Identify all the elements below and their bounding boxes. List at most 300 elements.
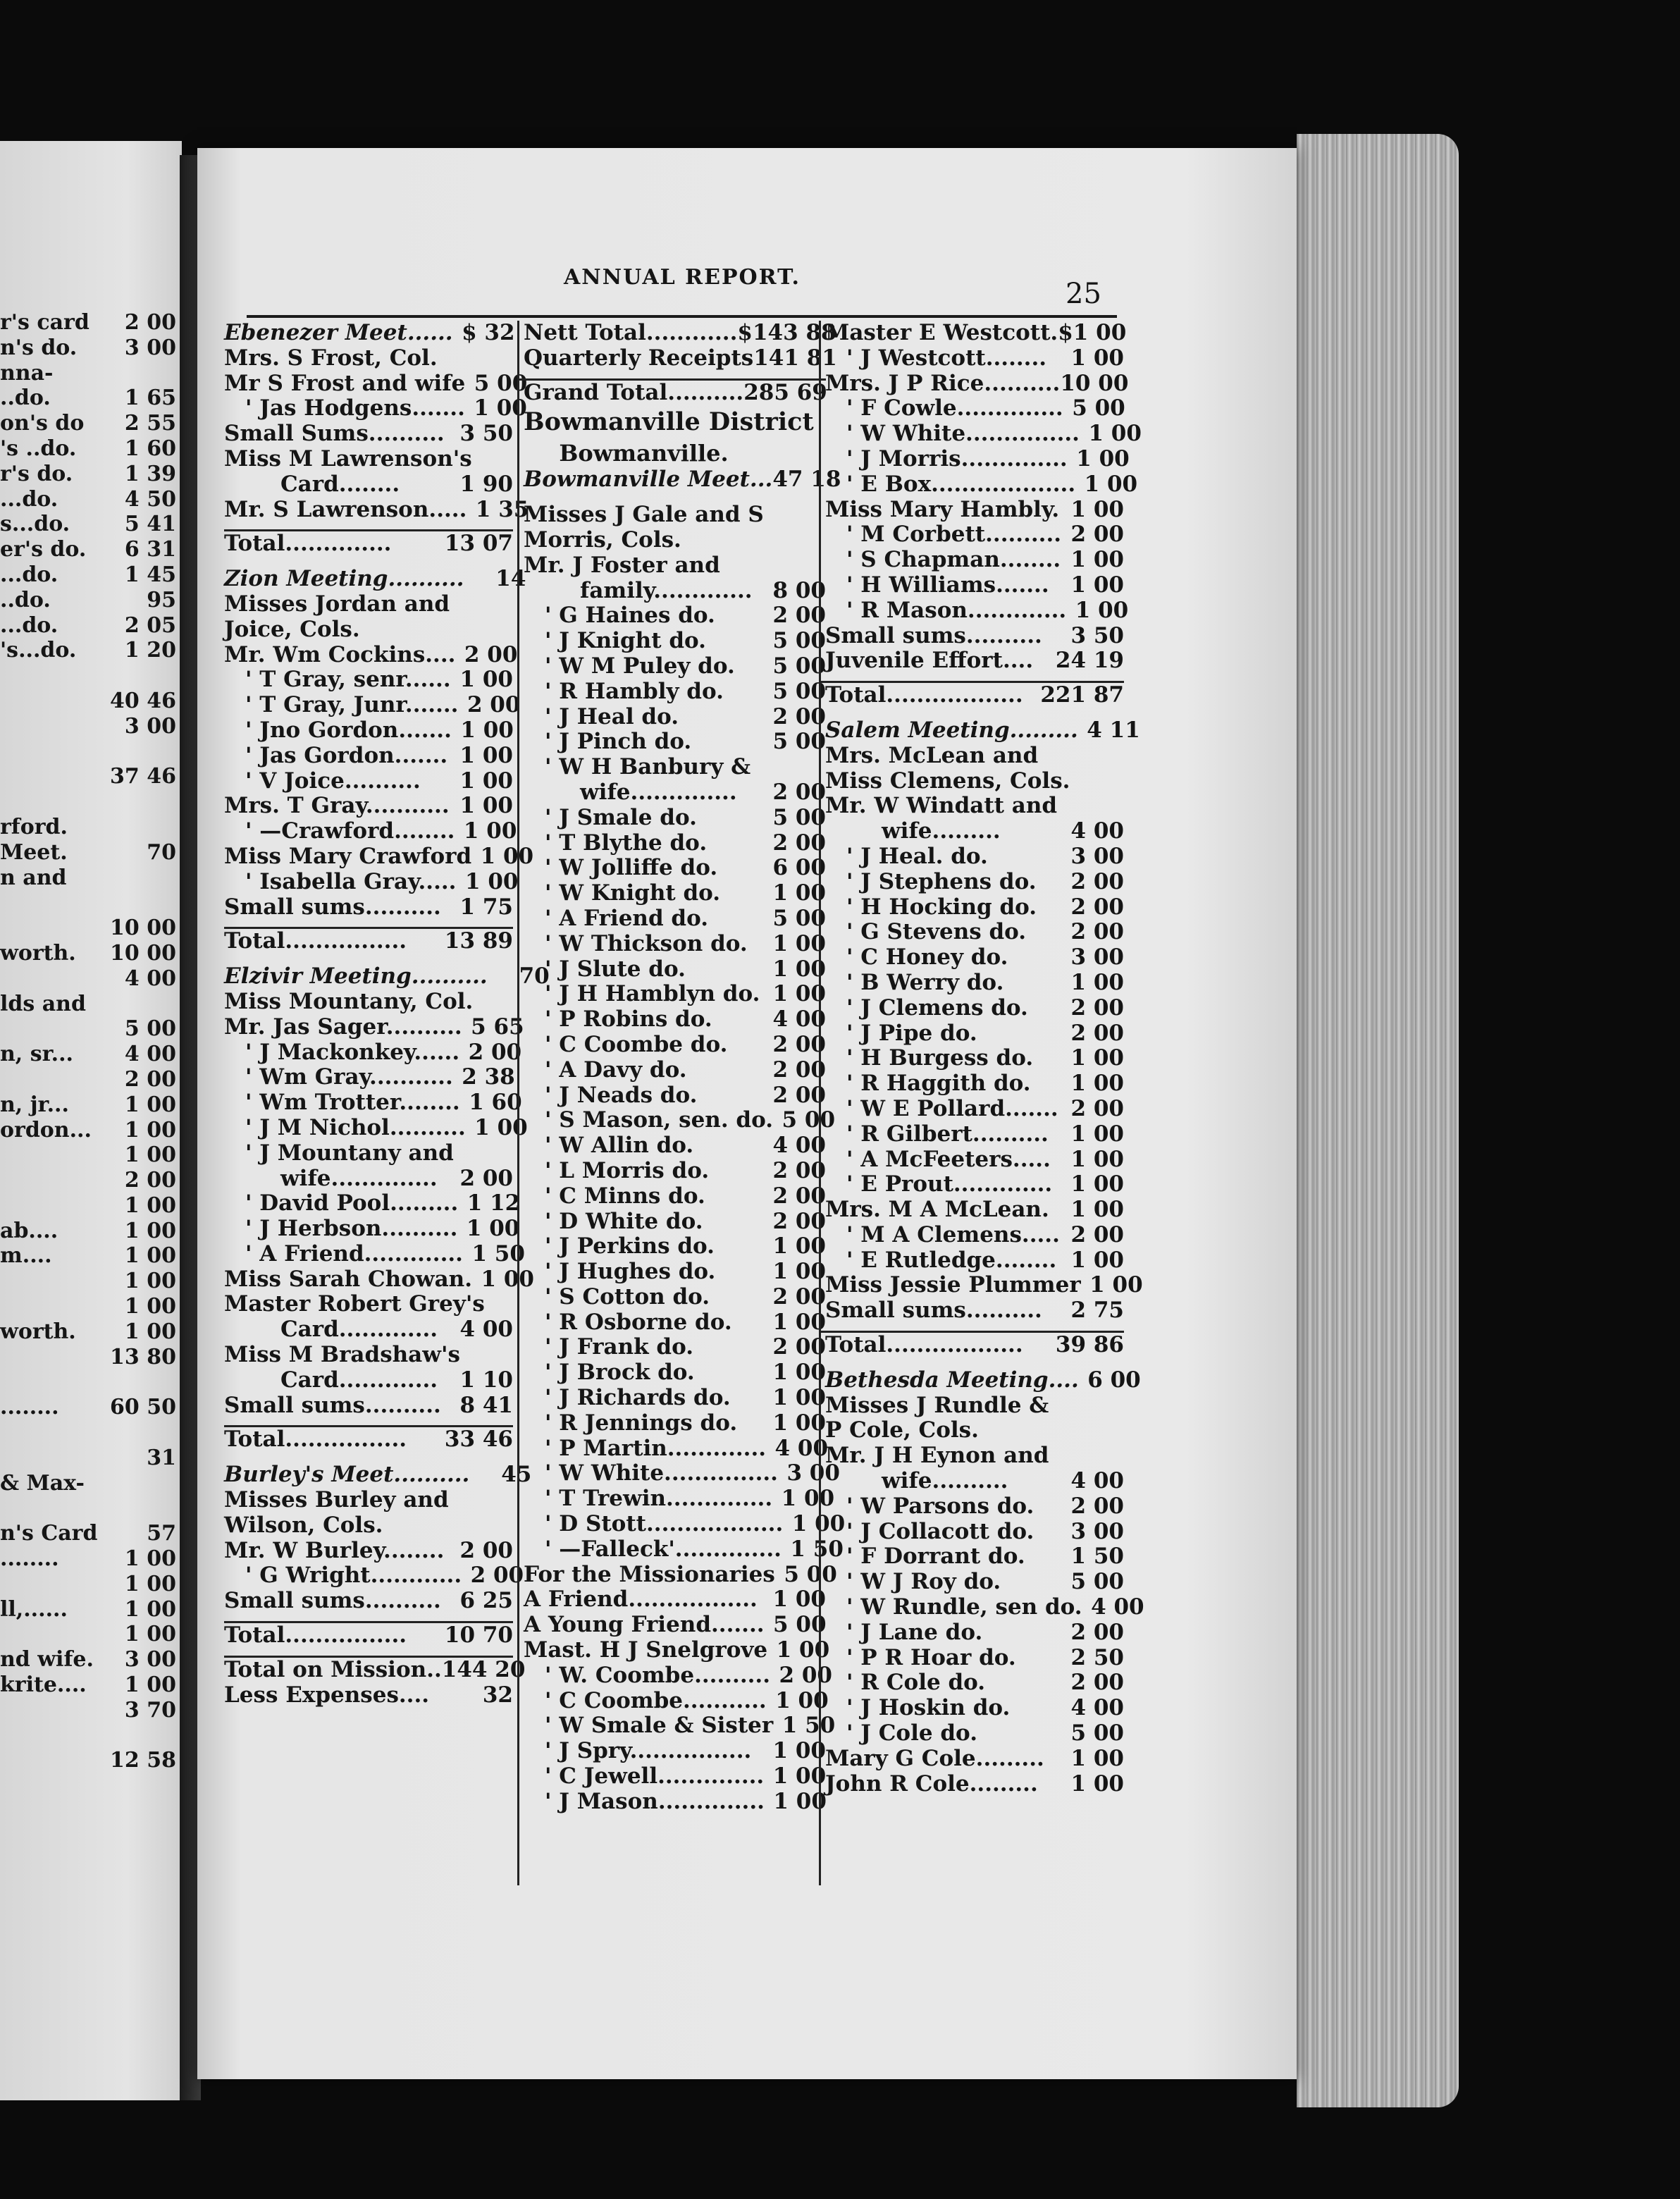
ledger-entry	[821, 522, 1124, 548]
entry-label: Miss Mountany, Col.	[224, 988, 474, 1014]
entry-label: & Max-	[0, 1470, 85, 1496]
entry-label: ' Jas Hodgens.......	[245, 395, 465, 421]
entry-label: ' Wm Trotter........	[245, 1090, 460, 1116]
ledger-entry	[519, 1133, 826, 1159]
ledger-entry	[821, 681, 1124, 708]
ledger-entry	[0, 1118, 176, 1143]
entry-amount: 2 05	[124, 612, 176, 638]
entry-amount: 1 00	[772, 930, 826, 956]
entry-amount	[132, 890, 176, 916]
ledger-entry	[519, 755, 826, 780]
ledger-entry	[519, 528, 826, 553]
ledger-entry	[519, 553, 826, 579]
ledger-entry	[224, 641, 518, 668]
ledger-entry	[519, 579, 826, 604]
left-page-column	[0, 310, 176, 1773]
entry-amount: 70	[519, 963, 550, 990]
ledger-entry	[519, 1662, 833, 1689]
ledger-entry	[821, 1248, 1124, 1274]
entry-amount: 10 70	[444, 1622, 513, 1649]
entry-amount	[132, 1723, 176, 1749]
ledger-entry	[519, 1713, 836, 1739]
ledger-entry	[821, 1197, 1124, 1223]
entry-amount: 2 00	[1070, 894, 1124, 920]
page-number: 25	[1066, 278, 1101, 310]
ledger-entry	[224, 1656, 526, 1683]
ledger-entry	[519, 881, 826, 906]
entry-amount: 3 50	[1070, 622, 1124, 648]
ledger-entry	[0, 1496, 176, 1521]
entry-label: Mrs. S Frost, Col.	[224, 345, 438, 371]
entry-label: ' J Cole do.	[846, 1720, 977, 1747]
entry-amount: 2 38	[462, 1064, 515, 1090]
entry-amount	[132, 866, 176, 891]
ledger-entry	[519, 1486, 835, 1512]
entry-amount: 47 18	[772, 467, 841, 493]
entry-amount: 3 00	[1070, 944, 1124, 971]
ledger-entry	[0, 866, 176, 891]
entry-amount: 13 89	[444, 928, 513, 954]
ledger-entry	[224, 1563, 524, 1589]
ledger-entry	[0, 1016, 176, 1042]
entry-amount: 2 00	[772, 1082, 826, 1108]
entry-label: ' W Rundle, sen do.	[846, 1594, 1082, 1620]
entry-amount: 5 00	[1070, 1569, 1124, 1595]
ledger-entry	[821, 1331, 1124, 1358]
ledger-entry	[519, 405, 826, 439]
entry-label: Total................	[224, 928, 407, 954]
entry-amount: 14	[495, 566, 526, 592]
ledger-entry	[0, 310, 176, 335]
ledger-entry	[821, 1367, 1141, 1393]
entry-amount: 4 00	[1070, 818, 1124, 844]
ledger-entry	[0, 815, 176, 840]
ledger-entry	[821, 769, 1124, 794]
entry-label: Misses Jordan and	[224, 591, 450, 617]
ledger-entry	[519, 1285, 826, 1310]
entry-amount: 144 20	[441, 1656, 526, 1682]
entry-label: ' —Falleck'..............	[545, 1536, 782, 1562]
entry-label: Grand Total..........	[524, 379, 744, 405]
entry-amount: 5 00	[772, 804, 826, 830]
entry-amount: 5 00	[1070, 1720, 1124, 1747]
entry-label: ' E Prout.............	[846, 1171, 1053, 1197]
entry-amount: 6 25	[459, 1588, 513, 1614]
entry-amount: 1 00	[459, 742, 513, 768]
entry-label: ' D White do.	[545, 1208, 703, 1234]
ledger-entry	[0, 890, 176, 916]
ledger-entry	[519, 729, 826, 755]
entry-amount: 5 00	[772, 729, 826, 755]
ledger-entry	[0, 588, 176, 613]
entry-amount: 1 00	[124, 1319, 176, 1344]
ledger-entry	[224, 895, 513, 920]
entry-amount: 1 00	[481, 1266, 535, 1292]
entry-amount: 1 00	[460, 717, 514, 743]
ledger-entry	[519, 1435, 829, 1462]
entry-label: Miss Clemens, Cols.	[825, 768, 1070, 794]
entry-amount: 2 00	[470, 1563, 524, 1589]
entry-label: ' A Friend.............	[245, 1240, 463, 1267]
ledger-entry	[0, 1446, 176, 1471]
ledger-entry	[224, 718, 513, 744]
entry-amount: 1 00	[459, 768, 513, 794]
ledger-entry	[821, 996, 1124, 1021]
entry-amount: 2 00	[124, 1066, 176, 1092]
entry-amount: 2 00	[772, 1183, 826, 1209]
entry-amount: 1 00	[772, 1259, 826, 1285]
ledger-entry	[821, 1172, 1124, 1197]
entry-amount: 4 00	[124, 966, 176, 991]
entry-label: Salem Meeting.........	[825, 717, 1078, 743]
entry-label: ...do.	[0, 562, 58, 587]
entry-amount: 1 00	[772, 1410, 826, 1436]
entry-amount: 1 00	[772, 1385, 826, 1411]
entry-amount: 4 50	[124, 486, 176, 512]
entry-label: n, jr...	[0, 1092, 69, 1117]
ledger-entry	[821, 1223, 1124, 1248]
entry-label: Small sums..........	[224, 1392, 441, 1418]
entry-label: ' C Minns do.	[545, 1183, 705, 1209]
entry-amount: 1 00	[773, 1788, 827, 1814]
ledger-entry	[821, 717, 1140, 744]
entry-amount: 1 00	[772, 956, 826, 982]
ledger-entry	[519, 654, 826, 679]
entry-amount: 1 00	[124, 1092, 176, 1117]
ledger-entry	[0, 689, 176, 714]
entry-label: ' J Herbson..........	[245, 1216, 458, 1242]
entry-amount: 1 45	[124, 562, 176, 587]
entry-label: Misses J Rundle &	[825, 1392, 1049, 1418]
entry-label: ' W Allin do.	[545, 1133, 694, 1159]
ledger-entry	[519, 1335, 826, 1360]
ledger-entry	[224, 692, 521, 718]
entry-label: Wilson, Cols.	[224, 1512, 383, 1538]
entry-amount: 1 00	[474, 395, 527, 421]
entry-label: ' Jas Gordon.......	[245, 742, 448, 768]
entry-label: rford.	[0, 814, 68, 839]
entry-label: ' M A Clemens.....	[846, 1221, 1060, 1248]
entry-label: ' J H Hamblyn do.	[545, 981, 760, 1007]
entry-amount: 2 00	[459, 1165, 513, 1191]
column-2	[517, 320, 846, 1885]
ledger-entry	[0, 1622, 176, 1647]
ledger-entry	[519, 1083, 826, 1109]
entry-amount: 10 00	[110, 916, 176, 941]
entry-amount: 1 00	[1088, 421, 1142, 447]
entry-label: Small Sums..........	[224, 421, 445, 447]
entry-amount: 1 00	[772, 880, 826, 906]
ledger-entry	[224, 1166, 513, 1192]
entry-label: Mrs. McLean and	[825, 742, 1039, 768]
entry-amount: 4 00	[459, 1317, 513, 1343]
entry-amount: 1 00	[772, 1233, 826, 1259]
entry-label: ' R Cole do.	[846, 1670, 986, 1696]
entry-label: ' W White...............	[846, 421, 1080, 447]
ledger-entry	[224, 667, 513, 693]
entry-amount: 31	[147, 1445, 176, 1470]
entry-amount: 1 50	[782, 1713, 836, 1739]
ledger-entry	[0, 916, 176, 941]
entry-amount: 4 11	[1087, 717, 1140, 743]
entry-label: ' J Slute do.	[545, 956, 686, 982]
ledger-entry	[0, 1067, 176, 1092]
ledger-entry	[519, 856, 826, 881]
entry-amount: 60 50	[110, 1395, 176, 1420]
entry-amount: 2 00	[467, 692, 521, 718]
header-rule	[247, 315, 1117, 318]
ledger-entry	[224, 529, 513, 557]
entry-amount: 2 00	[1070, 1221, 1124, 1248]
entry-amount: 2 00	[772, 603, 826, 629]
entry-amount: 5 00	[772, 678, 826, 704]
entry-amount: 5 00	[772, 653, 826, 679]
ledger-entry	[224, 1539, 513, 1564]
entry-amount: 70	[147, 839, 176, 865]
ledger-entry	[224, 1368, 513, 1393]
entry-label: Miss Mary Crawford	[224, 843, 472, 869]
ledger-entry	[0, 1345, 176, 1370]
entry-amount: 2 00	[772, 1208, 826, 1234]
entry-amount: 4 00	[124, 1042, 176, 1067]
entry-amount: 8 41	[459, 1392, 513, 1418]
ledger-entry	[821, 1443, 1124, 1469]
entry-label: ' A McFeeters.....	[846, 1146, 1051, 1172]
entry-amount: 1 00	[124, 1673, 176, 1698]
entry-label: Bethesda Meeting....	[825, 1367, 1079, 1393]
ledger-entry	[821, 1646, 1124, 1671]
entry-amount: 1 00	[772, 1360, 826, 1386]
ledger-entry	[821, 597, 1129, 624]
ledger-entry	[0, 1420, 176, 1446]
ledger-entry	[0, 411, 176, 436]
entry-label: ' P R Hoar do.	[846, 1644, 1016, 1670]
ledger-entry	[519, 1007, 826, 1033]
entry-amount: 1 00	[1070, 1197, 1124, 1223]
entry-amount: 1 00	[775, 1687, 829, 1713]
entry-label: ' J Frank do.	[545, 1334, 694, 1360]
entry-amount: 10 00	[1060, 370, 1129, 396]
ledger-entry	[821, 548, 1124, 573]
entry-amount: 1 00	[1070, 1071, 1124, 1097]
entry-label: ' J Mountany and	[245, 1140, 454, 1166]
entry-amount: 39 86	[1055, 1332, 1124, 1358]
entry-amount: 5 00	[772, 905, 826, 931]
ledger-entry	[821, 895, 1124, 920]
entry-amount: 1 65	[124, 386, 176, 411]
entry-label: ' Wm Gray...........	[245, 1064, 453, 1090]
entry-amount: 1 00	[459, 667, 513, 693]
entry-label: ' H Burgess do.	[846, 1045, 1034, 1071]
ledger-entry	[224, 346, 513, 371]
entry-label: Small sums..........	[224, 894, 441, 920]
entry-label: ' W Thickson do.	[545, 930, 748, 956]
entry-label: A Young Friend.......	[524, 1612, 765, 1638]
entry-label: ' F Dorrant do.	[846, 1544, 1025, 1570]
entry-label: Card........	[280, 471, 400, 497]
entry-amount: 2 00	[772, 1334, 826, 1360]
entry-label: ' J Stephens do.	[846, 868, 1037, 894]
entry-label: ' G Wright............	[245, 1563, 462, 1589]
entry-label: ' J Mackonkey......	[245, 1039, 460, 1065]
ledger-entry	[519, 1058, 826, 1083]
entry-label: ........	[0, 1395, 59, 1420]
entry-label: ' J Collacott do.	[846, 1518, 1034, 1544]
entry-label: Card.............	[280, 1317, 438, 1343]
entry-amount: 40 46	[110, 688, 176, 713]
entry-amount: 5 00	[1072, 395, 1125, 421]
entry-amount: 1 00	[124, 1193, 176, 1218]
ledger-entry	[0, 1698, 176, 1723]
ledger-entry	[519, 1511, 846, 1537]
entry-label: ' T Blythe do.	[545, 830, 708, 856]
entry-amount: 1 00	[124, 1142, 176, 1168]
entry-label: 's...do.	[0, 638, 77, 663]
entry-label: wife..........	[882, 1468, 1008, 1494]
entry-label: lds and	[0, 991, 86, 1016]
entry-label: ...do.	[0, 486, 58, 512]
entry-label: ' W E Pollard.......	[846, 1095, 1058, 1121]
ledger-entry	[821, 1298, 1124, 1324]
entry-label: ' A Friend do.	[545, 905, 709, 931]
ledger-entry	[224, 1266, 535, 1293]
ledger-entry	[0, 789, 176, 815]
ledger-entry	[224, 868, 519, 895]
entry-amount: 1 00	[1070, 969, 1124, 995]
ledger-entry	[519, 1209, 826, 1235]
entry-label: Elzivir Meeting..........	[224, 963, 488, 990]
entry-amount: 141 81	[753, 345, 837, 371]
entry-label: Mr. J Foster and	[524, 552, 720, 578]
ledger-entry	[821, 1721, 1124, 1747]
entry-label: Misses J Gale and S	[524, 502, 764, 528]
entry-amount: 10 00	[110, 940, 176, 966]
entry-label: nd wife.	[0, 1647, 94, 1673]
entry-amount: 1 00	[1070, 1745, 1124, 1771]
entry-label: wife.........	[882, 818, 1001, 844]
entry-label: ' W White...............	[545, 1460, 778, 1486]
ledger-entry	[821, 1520, 1124, 1545]
column-3	[819, 320, 1144, 1885]
entry-amount: 2 00	[1070, 919, 1124, 945]
entry-amount: 285 69	[743, 379, 827, 405]
ledger-entry	[0, 1092, 176, 1118]
entry-amount: 4 00	[772, 1006, 826, 1033]
entry-label: ' J Heal. do.	[846, 843, 988, 869]
ledger-entry	[0, 613, 176, 639]
ledger-entry	[519, 1107, 836, 1133]
column-1	[224, 320, 550, 1885]
entry-label: ' W Smale & Sister	[545, 1713, 774, 1739]
ledger-entry	[821, 1570, 1124, 1595]
entry-amount: 5 00	[124, 1016, 176, 1042]
entry-label: Mr. Wm Cockins....	[224, 641, 456, 667]
entry-amount: 1 00	[1089, 1272, 1143, 1298]
entry-label: ' B Werry do.	[846, 969, 1004, 995]
entry-label: Miss Mary Hambly.	[825, 496, 1060, 522]
entry-label: Nett Total............	[524, 320, 738, 345]
ledger-entry	[519, 1739, 826, 1764]
entry-amount: 1 00	[464, 868, 519, 894]
entry-amount: 2 00	[459, 1537, 513, 1563]
entry-amount: 1 00	[124, 1117, 176, 1142]
entry-label: Total..................	[825, 682, 1023, 708]
page-edges	[1297, 134, 1459, 2107]
entry-label: ' J M Nichol..........	[245, 1114, 466, 1140]
entry-amount: 1 50	[471, 1240, 525, 1267]
ledger-entry	[821, 1272, 1143, 1298]
entry-amount	[132, 1496, 176, 1521]
entry-amount: 1 00	[772, 981, 826, 1007]
entry-amount: 1 39	[124, 461, 176, 486]
entry-amount: 3 00	[124, 1647, 176, 1673]
entry-label: ab....	[0, 1218, 58, 1243]
ledger-entry	[821, 1469, 1124, 1494]
ledger-entry	[0, 1748, 176, 1773]
entry-amount: 1 60	[124, 436, 176, 461]
ledger-entry	[821, 794, 1124, 819]
ledger-entry	[821, 1418, 1124, 1443]
entry-amount: 57	[147, 1521, 176, 1546]
entry-label: Mrs. M A McLean.	[825, 1197, 1049, 1223]
entry-amount: 3 00	[1070, 1518, 1124, 1544]
entry-amount: 32	[482, 1682, 513, 1708]
entry-amount	[132, 1471, 176, 1496]
ledger-entry	[519, 1360, 826, 1386]
ledger-entry	[224, 1090, 522, 1116]
ledger-entry	[224, 744, 513, 769]
entry-label: ' T Trewin..............	[545, 1486, 773, 1512]
ledger-entry	[821, 1670, 1124, 1696]
entry-label: Total................	[224, 1427, 407, 1453]
entry-amount: 5 00	[782, 1107, 836, 1133]
ledger-entry	[519, 1033, 826, 1058]
ledger-entry	[224, 1513, 513, 1539]
entry-amount: 3 50	[459, 421, 513, 447]
entry-label: Mr. W Burley........	[224, 1537, 445, 1563]
ledger-entry	[519, 345, 837, 371]
entry-amount	[132, 789, 176, 815]
ledger-entry	[0, 462, 176, 487]
ledger-entry	[224, 1343, 513, 1368]
entry-label: Total on Mission..	[224, 1656, 442, 1682]
entry-label: ' W J Roy do.	[846, 1569, 1001, 1595]
ledger-entry	[821, 1046, 1124, 1071]
ledger-entry	[519, 439, 826, 467]
entry-label: ' D Stott..................	[545, 1511, 784, 1537]
ledger-entry	[0, 1319, 176, 1345]
entry-amount	[132, 1369, 176, 1395]
entry-amount: 37 46	[110, 764, 176, 789]
ledger-entry	[224, 927, 513, 954]
entry-label: For the Missionaries	[524, 1561, 775, 1587]
ledger-entry	[519, 1234, 826, 1259]
entry-amount: 2 00	[1070, 868, 1124, 894]
entry-label: er's do.	[0, 537, 87, 562]
entry-label: Mr S Frost and wife	[224, 370, 466, 396]
entry-label: wife..............	[280, 1165, 438, 1191]
ledger-entry	[821, 819, 1124, 844]
ledger-entry	[519, 982, 826, 1007]
ledger-entry	[224, 395, 527, 421]
ledger-entry	[821, 471, 1138, 498]
ledger-entry	[821, 421, 1142, 447]
entry-label: ' W Knight do.	[545, 880, 721, 906]
entry-amount: 2 00	[779, 1662, 833, 1688]
ledger-entry	[519, 1310, 826, 1336]
ledger-entry	[519, 1259, 826, 1285]
entry-label: Ebenezer Meet......	[224, 320, 453, 345]
